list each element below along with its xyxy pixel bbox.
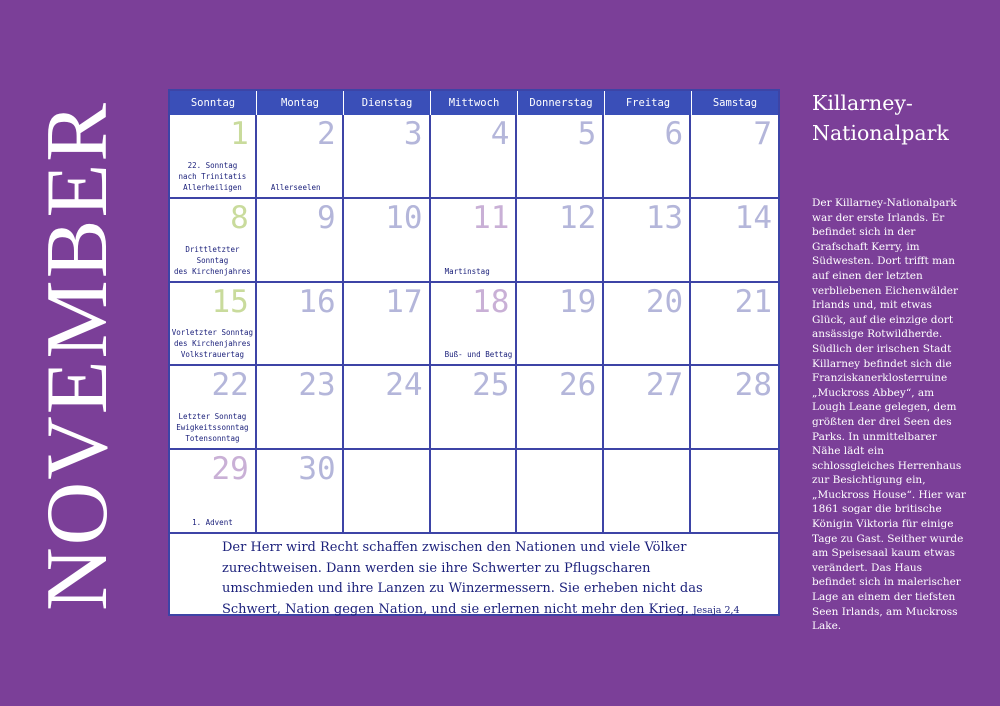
day-number: 8 (230, 199, 249, 236)
sidebar-title: Killarney- Nationalpark (812, 91, 949, 145)
day-number: 28 (734, 367, 772, 404)
day-number: 23 (298, 367, 336, 404)
day-note: Buß- und Bettag (444, 350, 513, 360)
day-cell (431, 366, 518, 450)
day-cell (170, 115, 257, 199)
day-number: 19 (558, 283, 597, 320)
day-cell (691, 366, 778, 450)
day-cell (344, 366, 431, 450)
day-cell (257, 283, 344, 367)
day-cell (517, 283, 604, 367)
day-cell (344, 283, 431, 367)
day-number: 14 (734, 199, 772, 236)
day-number: 6 (664, 116, 684, 152)
day-cell (257, 199, 344, 283)
day-number: 10 (385, 199, 423, 236)
verse-text: Der Herr wird Recht schaffen zwischen den Nationen und viele Völker zurechtweisen. Dann werden sie ihre Schwerter zu Pflugscharen umschmieden und ihre Lanzen zu Winzermessern. Sie erheben nicht das Schwert, Nation gegen Nation, und sie erlernen nicht mehr den Krieg. (222, 540, 703, 617)
weekday-saturday: Samstag (712, 97, 758, 109)
day-number: 25 (472, 367, 510, 404)
day-cell (604, 283, 691, 367)
weekday-wednesday: Mittwoch (431, 91, 518, 115)
weekday-tuesday: Dienstag (344, 91, 431, 115)
day-number: 1 (230, 116, 249, 152)
day-note: 1. Advent (192, 518, 233, 527)
day-cell (691, 283, 778, 367)
day-cell (431, 283, 518, 367)
day-cell (691, 450, 778, 534)
day-cell (257, 366, 344, 450)
day-cell (604, 115, 691, 199)
day-number: 27 (645, 367, 684, 404)
day-cell (517, 115, 604, 199)
month-title: NOVEMBER (29, 101, 126, 611)
day-number: 15 (211, 283, 249, 320)
weekday-sunday: Sonntag (170, 91, 257, 115)
day-number: 29 (211, 451, 249, 488)
day-number: 11 (472, 199, 510, 236)
day-number: 17 (385, 283, 423, 320)
day-cell (517, 366, 604, 450)
day-number: 2 (317, 116, 336, 152)
weekday-thursday: Donnerstag (518, 91, 605, 115)
day-number: 24 (385, 367, 423, 404)
day-number: 30 (298, 451, 336, 488)
weekday-friday: Freitag (605, 91, 692, 115)
day-number: 4 (490, 116, 510, 152)
verse-reference: Jesaja 2,4 (692, 604, 740, 616)
day-cell (604, 366, 691, 450)
day-number: 26 (558, 367, 597, 404)
day-cell (344, 199, 431, 283)
weekday-header (170, 91, 778, 115)
day-number: 21 (734, 283, 772, 320)
day-cell (691, 115, 778, 199)
day-number: 9 (317, 199, 336, 236)
day-note: 22. Sonntag nach Trinitatis Allerheiligen (178, 160, 247, 192)
day-grid (170, 115, 778, 534)
day-note: Martinstag (444, 266, 490, 276)
day-number: 20 (645, 283, 684, 320)
day-cell (257, 450, 344, 534)
day-number: 7 (753, 116, 772, 152)
day-cell (431, 450, 518, 534)
day-number: 13 (645, 199, 684, 236)
day-cell (170, 199, 257, 283)
day-number: 3 (403, 116, 423, 152)
day-number: 18 (472, 283, 510, 320)
day-cell (170, 450, 257, 534)
day-note: Drittletzter Sonntag des Kirchenjahres (174, 244, 251, 276)
day-number: 22 (211, 367, 249, 404)
weekday-monday: Montag (257, 91, 344, 115)
day-cell (344, 115, 431, 199)
day-number: 5 (577, 116, 597, 152)
calendar-grid (168, 89, 780, 616)
verse-box (170, 534, 778, 617)
day-note: Vorletzter Sonntag des Kirchenjahres Volkstrauertag (171, 328, 254, 360)
day-cell (170, 366, 257, 450)
day-cell (604, 450, 691, 534)
day-cell (344, 450, 431, 534)
day-note: Letzter Sonntag Ewigkeitssonntag Totensonntag (176, 412, 249, 444)
bible-verse (222, 538, 742, 621)
day-cell (431, 199, 518, 283)
day-number: 16 (298, 283, 336, 320)
day-cell (604, 199, 691, 283)
day-note: Allerseelen (270, 182, 321, 192)
sidebar-text: Der Killarney-Nationalpark war der erste Irlands. Er befindet sich in der Grafschaft Kerry, im Südwesten. Dort trifft man auf einen der letzten verbliebenen Eichenwälder Irlands und, mit etwas Glück, auf die einzige dort ansässige Rotwildherde. Südlich der irischen Stadt Killarney befindet sich die Franziskanerklosterruine „Muckross Abbey“, am Lough Leane gelegen, dem größten der drei Seen des Parks. In unmittelbarer Nähe lädt ein schlossgleiches Herrenhaus zur Besichtigung ein, „Muckross House“. Hier war 1861 sogar die britische Königin Viktoria für einige Tage zu Gast. Seither wurde am Speisesaal kaum etwas verändert. Das Haus befindet sich in malerischer Lage an einem der tiefsten Seen Irlands, am Muckross Lake. (812, 197, 966, 633)
day-cell (517, 450, 604, 534)
day-cell (517, 199, 604, 283)
day-cell (431, 115, 518, 199)
day-cell (691, 199, 778, 283)
day-cell (257, 115, 344, 199)
day-number: 12 (558, 199, 597, 236)
day-cell (170, 283, 257, 367)
